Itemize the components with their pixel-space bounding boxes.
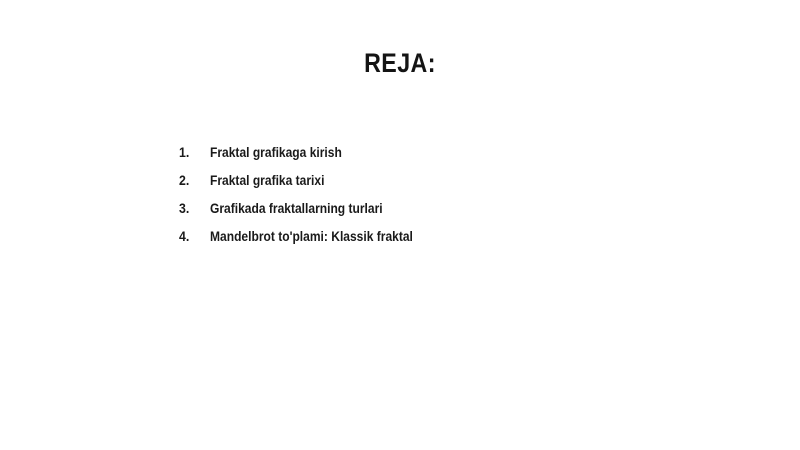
agenda-item: [179, 172, 446, 200]
agenda-item-number: 2.: [179, 172, 190, 188]
agenda-item-text: Fraktal grafikaga kirish: [210, 144, 342, 160]
agenda-item-text: Mandelbrot to'plami: Klassik fraktal: [210, 228, 413, 244]
agenda-list: [179, 144, 446, 256]
agenda-item-text: Grafikada fraktallarning turlari: [210, 200, 383, 216]
agenda-item-number: 3.: [179, 200, 190, 216]
agenda-item: [179, 228, 446, 256]
agenda-item-number: 4.: [179, 228, 190, 244]
slide-title: REJA:: [364, 48, 436, 78]
agenda-item: [179, 144, 446, 172]
agenda-item: [179, 200, 446, 228]
agenda-item-number: 1.: [179, 144, 190, 160]
agenda-item-text: Fraktal grafika tarixi: [210, 172, 325, 188]
